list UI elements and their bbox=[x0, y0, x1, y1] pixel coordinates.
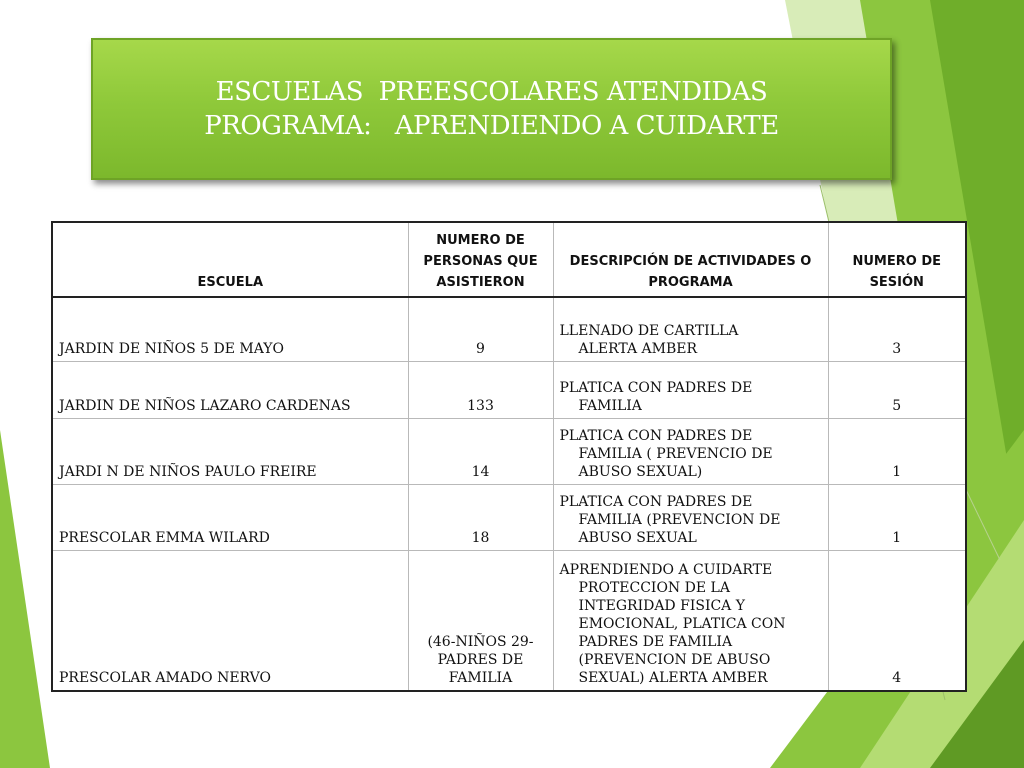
slide-title-line-1: ESCUELAS PREESCOLARES ATENDIDAS bbox=[215, 77, 768, 107]
cell-descripcion: PLATICA CON PADRES DE FAMILIA (PREVENCION DE ABUSO SEXUAL bbox=[553, 484, 828, 550]
cell-personas: 133 bbox=[408, 361, 553, 418]
schools-table bbox=[51, 221, 967, 692]
cell-descripcion: PLATICA CON PADRES DE FAMILIA bbox=[553, 361, 828, 418]
cell-escuela: JARDIN DE NIÑOS LAZARO CARDENAS bbox=[52, 361, 408, 418]
cell-sesion: 1 bbox=[828, 484, 966, 550]
header-personas: NUMERO DE PERSONAS QUE ASISTIERON bbox=[408, 222, 553, 297]
cell-escuela: PRESCOLAR AMADO NERVO bbox=[52, 550, 408, 691]
cell-personas: (46-NIÑOS 29- PADRES DE FAMILIA bbox=[408, 550, 553, 691]
cell-sesion: 3 bbox=[828, 297, 966, 361]
cell-descripcion: APRENDIENDO A CUIDARTE PROTECCION DE LA INTEGRIDAD FISICA Y EMOCIONAL, PLATICA CON PADRES DE FAMILIA (PREVENCION DE ABUSO SEXUAL) ALERTA AMBER bbox=[553, 550, 828, 691]
table-row bbox=[52, 484, 966, 550]
table-row bbox=[52, 418, 966, 484]
table-row bbox=[52, 297, 966, 361]
slide-title-line-2: PROGRAMA: APRENDIENDO A CUIDARTE bbox=[204, 111, 779, 141]
table-header-row bbox=[52, 222, 966, 297]
cell-escuela: PRESCOLAR EMMA WILARD bbox=[52, 484, 408, 550]
cell-sesion: 1 bbox=[828, 418, 966, 484]
title-banner bbox=[91, 38, 892, 180]
header-descripcion: DESCRIPCIÓN DE ACTIVIDADES O PROGRAMA bbox=[553, 222, 828, 297]
cell-sesion: 4 bbox=[828, 550, 966, 691]
cell-escuela: JARDI N DE NIÑOS PAULO FREIRE bbox=[52, 418, 408, 484]
cell-personas: 18 bbox=[408, 484, 553, 550]
table-row bbox=[52, 550, 966, 691]
table-row bbox=[52, 361, 966, 418]
header-escuela: ESCUELA bbox=[52, 222, 408, 297]
header-sesion: NUMERO DE SESIÓN bbox=[828, 222, 966, 297]
cell-personas: 14 bbox=[408, 418, 553, 484]
cell-sesion: 5 bbox=[828, 361, 966, 418]
left-green-sliver bbox=[0, 430, 50, 768]
cell-descripcion: PLATICA CON PADRES DE FAMILIA ( PREVENCIO DE ABUSO SEXUAL) bbox=[553, 418, 828, 484]
cell-escuela: JARDIN DE NIÑOS 5 DE MAYO bbox=[52, 297, 408, 361]
cell-descripcion: LLENADO DE CARTILLA ALERTA AMBER bbox=[553, 297, 828, 361]
cell-personas: 9 bbox=[408, 297, 553, 361]
